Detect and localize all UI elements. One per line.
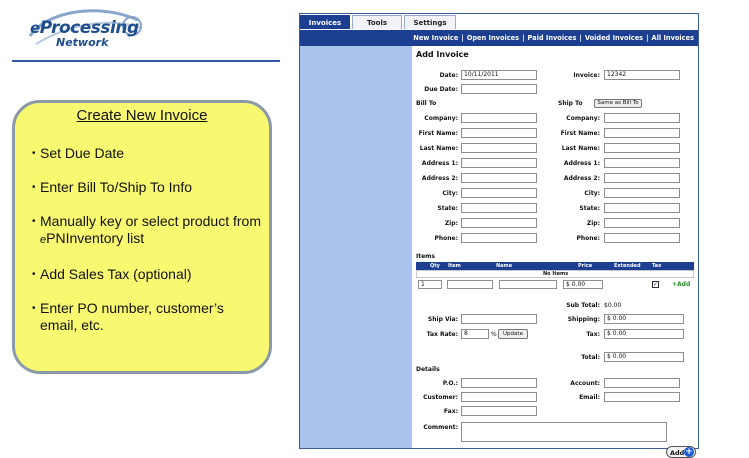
callout-item: • Add Sales Tax (optional) [33,266,261,283]
bill-last-name-field[interactable] [461,143,537,153]
nav-voided-invoices[interactable]: Voided Invoices [584,34,644,42]
ship-phone-label: Phone: [576,235,600,242]
item-field[interactable] [447,280,493,289]
tax-rate-label: Tax Rate: [426,331,458,338]
email-label: Email: [579,394,600,401]
fax-field[interactable] [461,406,537,416]
bill-first-name-field[interactable] [461,128,537,138]
bill-address2-field[interactable] [461,173,537,183]
bill-first-name-label: First Name: [418,130,458,137]
ship-last-name-label: Last Name: [561,145,600,152]
callout-item: • Set Due Date [33,145,261,162]
ship-city-field[interactable] [604,188,680,198]
ship-state-field[interactable] [604,203,680,213]
instructions-callout [12,100,272,374]
add-invoice-button[interactable] [666,446,696,458]
left-pane [300,46,412,448]
col-item: Item [448,263,461,269]
total-field[interactable]: $ 0.00 [604,352,684,362]
bill-to-heading: Bill To [416,100,437,107]
same-as-bill-to-button[interactable]: Same as Bill To [594,99,642,108]
nav-new-invoice[interactable]: New Invoice [413,34,459,42]
ship-company-label: Company: [566,115,600,122]
no-items-text: No Items [543,271,569,277]
items-empty-row [416,270,694,278]
qty-field[interactable]: 1 [418,280,442,289]
bill-state-label: State: [437,205,458,212]
bill-city-field[interactable] [461,188,537,198]
ship-first-name-label: First Name: [560,130,600,137]
bill-company-label: Company: [424,115,458,122]
account-field[interactable] [604,378,680,388]
bill-address1-label: Address 1: [421,160,458,167]
col-price: Price [578,263,593,269]
main-tabs [300,14,700,30]
due-date-field[interactable] [461,84,537,94]
bill-last-name-label: Last Name: [419,145,458,152]
ship-zip-label: Zip: [586,220,600,227]
ship-address1-label: Address 1: [563,160,600,167]
tab-tools[interactable]: Tools [352,15,402,29]
ship-first-name-field[interactable] [604,128,680,138]
ship-address2-label: Address 2: [563,175,600,182]
customer-label: Customer: [423,394,458,401]
email-field[interactable] [604,392,680,402]
bill-state-field[interactable] [461,203,537,213]
percent-sign: % [491,331,497,338]
date-field[interactable]: 10/11/2011 [461,70,537,80]
bill-phone-label: Phone: [434,235,458,242]
header-divider [12,60,280,62]
bill-phone-field[interactable] [461,233,537,243]
sub-total-label: Sub Total: [566,302,600,309]
comment-label: Comment: [423,424,458,431]
ship-last-name-field[interactable] [604,143,680,153]
bill-address2-label: Address 2: [421,175,458,182]
invoice-app-window [299,13,699,457]
ship-phone-field[interactable] [604,233,680,243]
callout-item: • Enter PO number, customer’s email, etc. [33,300,261,334]
add-button-label: Add [670,449,685,457]
po-label: P.O.: [442,380,458,387]
bill-company-field[interactable] [461,113,537,123]
fax-label: Fax: [443,408,458,415]
logo-subtext: Network [56,36,109,49]
customer-field[interactable] [461,392,537,402]
callout-item: • Enter Bill To/Ship To Info [33,179,261,196]
ship-via-field[interactable] [461,314,537,324]
price-field[interactable]: $ 0.00 [563,280,603,289]
col-name: Name [496,263,513,269]
comment-textarea[interactable] [461,422,667,442]
tax-checkbox[interactable]: ✓ [653,281,659,288]
tax-label: Tax: [586,331,600,338]
update-button[interactable]: Update [498,329,528,339]
ship-to-heading: Ship To [558,100,583,107]
plus-circle-icon: + [685,447,693,457]
items-table-header [416,262,694,270]
account-label: Account: [570,380,600,387]
shipping-label: Shipping: [567,316,600,323]
nav-all-invoices[interactable]: All Invoices [651,34,694,42]
eprocessing-network-logo [14,6,154,58]
col-extended: Extended [614,263,641,269]
logo-wordmark: eProcessing [30,18,139,38]
total-label: Total: [581,354,600,361]
callout-title: Create New Invoice [76,107,208,124]
ship-company-field[interactable] [604,113,680,123]
shipping-field[interactable]: $ 0.00 [604,314,684,324]
ship-zip-field[interactable] [604,218,680,228]
sub-total-value: $0.00 [604,302,622,309]
date-label: Date: [439,72,458,79]
ship-city-label: City: [584,190,600,197]
add-item-link[interactable]: +Add [672,281,691,288]
nav-open-invoices[interactable]: Open Invoices [466,34,520,42]
callout-list [33,145,261,351]
ship-address2-field[interactable] [604,173,680,183]
due-date-label: Due Date: [424,86,458,93]
bill-address1-field[interactable] [461,158,537,168]
callout-item: • Manually key or select product from ePNInventory list [33,213,261,249]
po-field[interactable] [461,378,537,388]
ship-address1-field[interactable] [604,158,680,168]
invoice-number-label: Invoice: [573,72,600,79]
items-heading: Items [416,253,435,260]
tab-settings[interactable]: Settings [404,15,456,29]
ship-via-label: Ship Via: [427,316,458,323]
nav-paid-invoices[interactable]: Paid Invoices [527,34,577,42]
col-qty: Qty [430,263,440,269]
invoice-number-field[interactable]: 12342 [604,70,680,80]
details-heading: Details [416,366,440,373]
col-tax: Tax [652,263,662,269]
add-invoice-form [412,46,698,457]
ship-state-label: State: [579,205,600,212]
bill-zip-field[interactable] [461,218,537,228]
bill-zip-label: Zip: [444,220,458,227]
tab-invoices[interactable]: Invoices [300,15,350,29]
form-title: Add Invoice [416,50,469,59]
tax-field[interactable]: $ 0.00 [604,329,684,339]
tax-rate-field[interactable]: 8 [461,329,489,339]
invoice-subnav: New Invoice | Open Invoices | Paid Invoices | Voided Invoices | All Invoices [300,30,698,46]
bill-city-label: City: [442,190,458,197]
name-field[interactable] [499,280,557,289]
